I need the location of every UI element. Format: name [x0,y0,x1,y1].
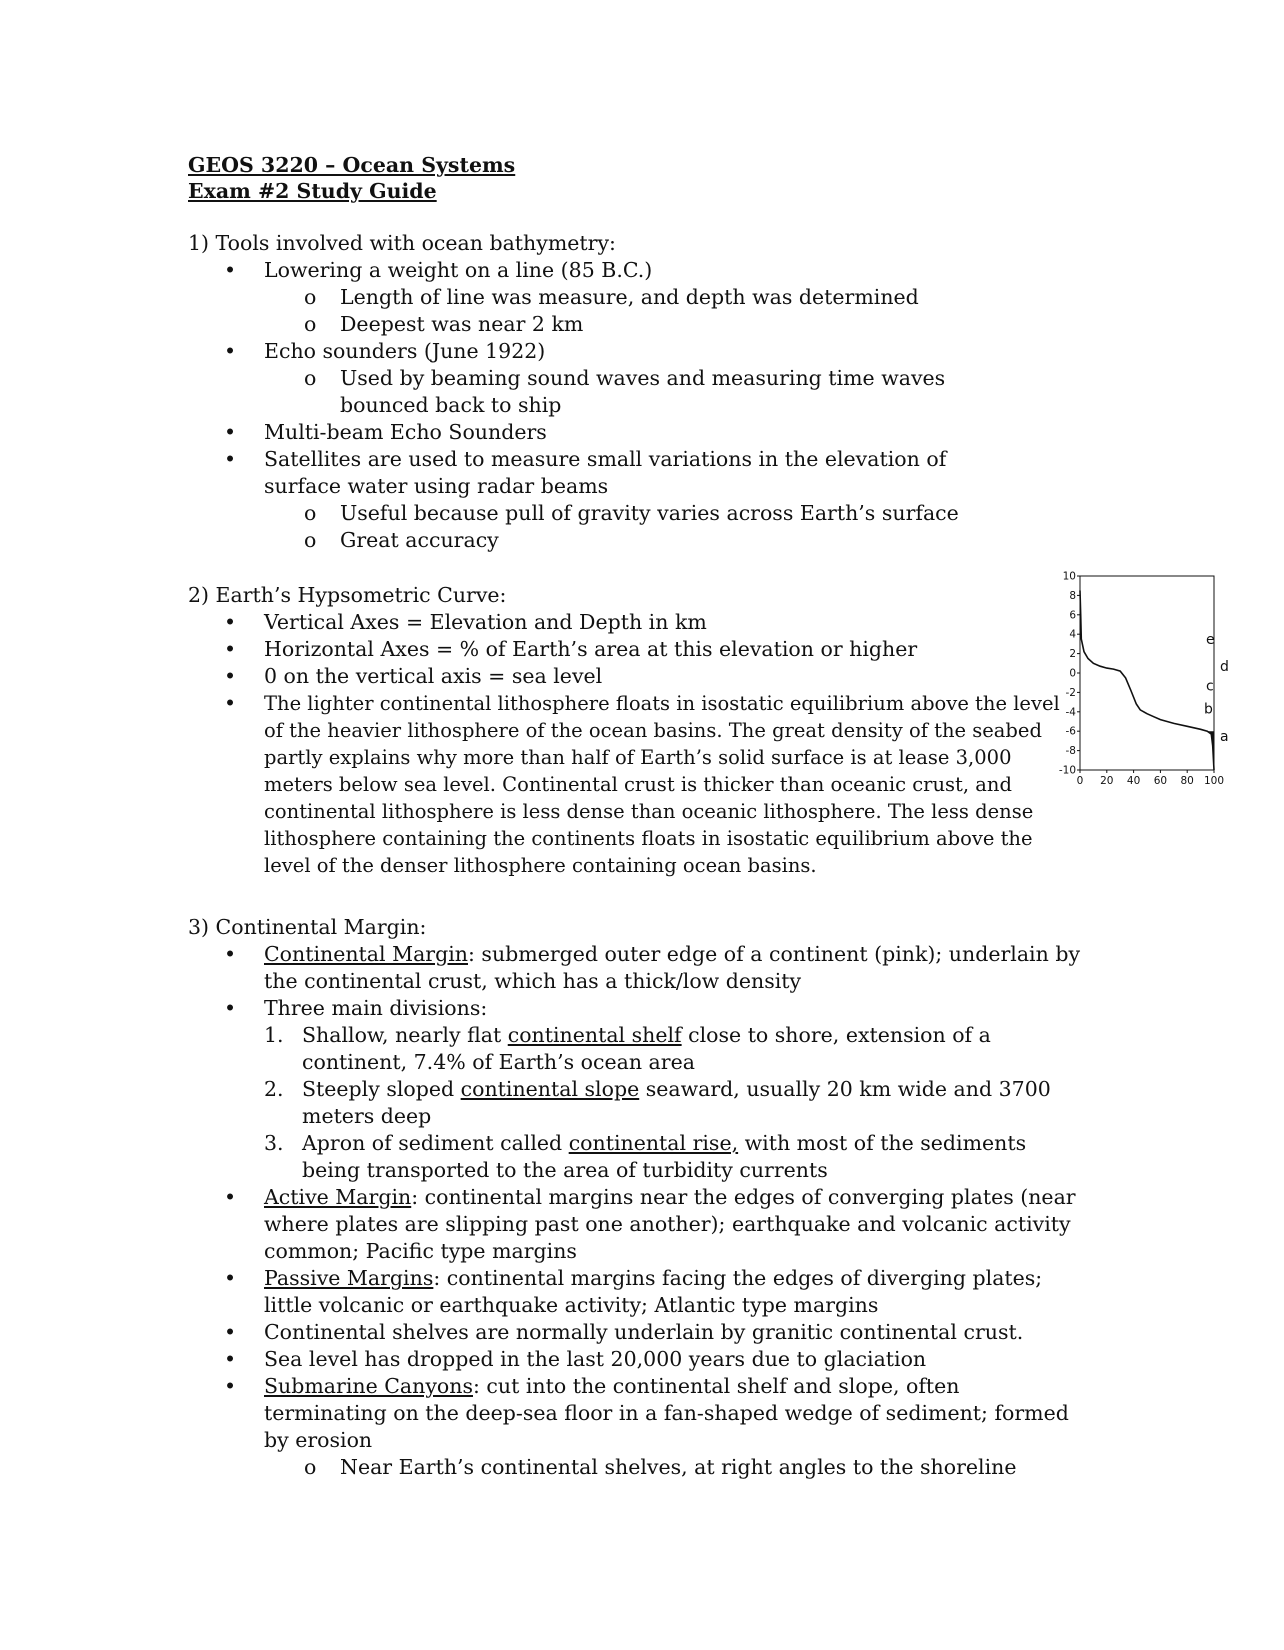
y-tick-label: 2 [1069,648,1076,661]
sub-item: o Used by beaming sound waves and measuring time waves bounced back to ship [304,366,946,417]
list-item: • Submarine Canyons: cut into the continental shelf and slope, often terminating on the deep-sea floor in a fan-shaped wedge of sediment; formed by erosion [224,1374,1069,1452]
x-tick-label: 100 [1203,775,1225,787]
zone-label-d: d [1220,659,1229,676]
section1-heading: 1) Tools involved with ocean bathymetry: [188,231,616,255]
sub-item: o Great accuracy [304,528,499,552]
list-item: • The lighter continental lithosphere floats in isostatic equilibrium above the level of the heavier lithosphere of the ocean basins. The great density of the seabed partly explains why more than half of Earth’s solid surface is at lease 3,000 meters below sea level. Continental crust is thicker than oceanic crust, and continental lithosphere is less dense than oceanic lithosphere. The less dense lithosphere containing the continents floats in isostatic equilibrium above the level of the denser lithosphere containing ocean basins. [224,691,1060,877]
x-tick-label: 60 [1153,775,1168,787]
y-tick-label: -10 [1058,764,1076,777]
hypsometric-series-line [1080,591,1214,771]
list-item: • Continental Margin: submerged outer edge of a continent (pink); underlain by the continental crust, which has a thick/low density [224,942,1081,993]
y-tick-label: -8 [1065,745,1076,758]
bullet-icon: • [224,447,237,471]
list-item: • Satellites are used to measure small variations in the elevation of surface water using radar beams [224,447,947,498]
term-continental-shelf: continental shelf [507,1023,682,1047]
y-tick-label: 8 [1069,589,1076,602]
y-tick-label: 10 [1062,570,1076,583]
sub-item: o Length of line was measure, and depth was determined [304,285,919,309]
numbered-item: 2. Steeply sloped continental slope seaward, usually 20 km wide and 3700 meters deep [264,1077,1051,1128]
circle-bullet-icon: o [304,366,317,390]
section1-list [188,257,1088,554]
list-item: • Sea level has dropped in the last 20,000 years due to glaciation [224,1347,927,1371]
bullet-icon: • [224,1347,237,1371]
x-tick-label: 80 [1180,775,1194,787]
circle-bullet-icon: o [304,312,317,336]
bullet-icon: • [224,637,237,661]
bullet-icon: • [224,258,237,282]
bullet-icon: • [224,996,237,1020]
list-item: • Vertical Axes = Elevation and Depth in km [224,610,707,634]
bullet-icon: • [224,1374,237,1398]
section3-heading: 3) Continental Margin: [188,915,427,939]
bullet-icon: • [224,1266,237,1290]
y-tick-label: -2 [1065,686,1076,699]
zone-label-a: a [1220,728,1229,745]
list-item: • Multi-beam Echo Sounders [224,420,547,444]
term-passive-margins: Passive Margins [264,1266,434,1290]
circle-bullet-icon: o [304,501,317,525]
zone-label-c: c [1206,678,1214,695]
numbered-item: 3. Apron of sediment called continental rise, with most of the sediments being transported to the area of turbidity currents [264,1131,1027,1182]
section2-heading: 2) Earth’s Hypsometric Curve: [188,583,507,607]
section2-list [188,609,1088,879]
circle-bullet-icon: o [304,1455,317,1479]
sub-item: o Near Earth’s continental shelves, at right angles to the shoreline [304,1455,1017,1479]
x-tick-label: 40 [1126,775,1141,787]
x-tick-label: 20 [1100,775,1114,787]
numbered-item: 1. Shallow, nearly flat continental shelf close to shore, extension of a continent, 7.4% of Earth’s ocean area [264,1023,991,1074]
y-tick-label: 0 [1069,667,1076,680]
term-continental-margin: Continental Margin [264,942,468,966]
term-continental-rise: continental rise, [568,1131,739,1155]
list-item: • Continental shelves are normally underlain by granitic continental crust. [224,1320,1024,1344]
course-title: GEOS 3220 – Ocean Systems [188,153,516,177]
bullet-icon: • [224,1320,237,1344]
bullet-icon: • [224,339,237,363]
x-tick-label: 0 [1076,775,1084,787]
sub-item: o Useful because pull of gravity varies across Earth’s surface [304,501,959,525]
zone-label-b: b [1204,701,1213,718]
y-tick-label: 4 [1069,628,1076,641]
y-tick-label: -6 [1065,725,1076,738]
term-active-margin: Active Margin [264,1185,412,1209]
hypsometric-curve-chart [1046,568,1246,800]
list-item: • 0 on the vertical axis = sea level [224,664,603,688]
y-tick-label: -4 [1065,706,1076,719]
bullet-icon: • [224,610,237,634]
bullet-icon: • [224,1185,237,1209]
bullet-icon: • [224,691,237,715]
list-item: • Lowering a weight on a line (85 B.C.) [224,258,653,282]
zone-label-e: e [1206,631,1215,648]
term-submarine-canyons: Submarine Canyons [264,1374,473,1398]
bullet-icon: • [224,942,237,966]
bullet-icon: • [224,420,237,444]
list-item: • Horizontal Axes = % of Earth’s area at this elevation or higher [224,637,918,661]
guide-subtitle: Exam #2 Study Guide [188,179,437,203]
circle-bullet-icon: o [304,285,317,309]
circle-bullet-icon: o [304,528,317,552]
y-tick-label: 6 [1069,609,1076,622]
list-item: • Active Margin: continental margins near the edges of converging plates (near where plates are slipping past one another); earthquake and volcanic activity common; Pacific type margins [224,1185,1076,1263]
list-item: • Passive Margins: continental margins facing the edges of diverging plates; little volcanic or earthquake activity; Atlantic type margins [224,1266,1043,1317]
sub-item: o Deepest was near 2 km [304,312,584,336]
chart-frame [1080,576,1214,770]
section3-list [188,941,1088,1481]
bullet-icon: • [224,664,237,688]
list-item: • Echo sounders (June 1922) [224,339,546,363]
term-continental-slope: continental slope [460,1077,640,1101]
list-item: • Three main divisions: [224,996,488,1020]
